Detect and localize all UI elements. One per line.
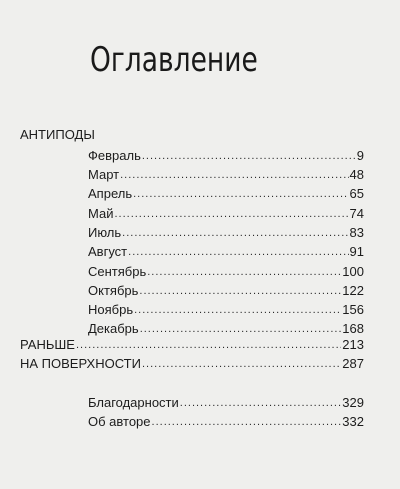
toc-entry-label: Об авторе: [88, 414, 151, 429]
toc-entry-label: Февраль: [88, 148, 141, 163]
dot-leader: [114, 206, 348, 222]
toc-entry-page: 48: [349, 167, 364, 182]
dot-leader: [122, 225, 348, 241]
dot-leader: [139, 283, 341, 299]
toc-entry[interactable]: [88, 225, 364, 242]
dot-leader: [134, 302, 341, 318]
dot-leader: [140, 321, 342, 337]
toc-entry-page: 213: [342, 337, 364, 352]
toc-entry-label: Август: [88, 244, 128, 259]
toc-entry[interactable]: [88, 321, 364, 338]
dot-leader: [142, 356, 341, 372]
toc-entry-label: Благодарности: [88, 395, 179, 410]
toc-entry-label: Октябрь: [88, 283, 139, 298]
toc-part-entry[interactable]: [20, 337, 364, 354]
toc-entry-label: Май: [88, 206, 114, 221]
toc-entry-label: Ноябрь: [88, 302, 134, 317]
toc-entry-page: 332: [342, 414, 364, 429]
dot-leader: [128, 244, 348, 260]
page-title: Оглавление: [90, 40, 258, 80]
toc-entry[interactable]: [88, 206, 364, 223]
toc-entry-page: 9: [356, 148, 364, 163]
toc-entry-page: 329: [342, 395, 364, 410]
toc-entry[interactable]: [88, 244, 364, 261]
toc-entry-label: Сентябрь: [88, 264, 147, 279]
toc-entry[interactable]: [88, 186, 364, 203]
toc-entry-page: 74: [349, 206, 364, 221]
toc-entry[interactable]: [88, 395, 364, 412]
dot-leader: [76, 337, 341, 353]
toc-entry-label: Апрель: [88, 186, 133, 201]
dot-leader: [133, 186, 348, 202]
toc-entry-page: 168: [342, 321, 364, 336]
section-heading-antipodes: АНТИПОДЫ: [20, 127, 95, 142]
toc-entry-label: Март: [88, 167, 120, 182]
toc-entry-label: Декабрь: [88, 321, 139, 336]
dot-leader: [142, 148, 356, 164]
toc-entry-label: Июль: [88, 225, 122, 240]
dot-leader: [147, 264, 341, 280]
toc-entry[interactable]: [88, 148, 364, 165]
toc-entry-page: 91: [349, 244, 364, 259]
dot-leader: [180, 395, 342, 411]
dot-leader: [152, 414, 342, 430]
toc-entry-label: НА ПОВЕРХНОСТИ: [20, 356, 141, 371]
toc-entry[interactable]: [88, 414, 364, 431]
toc-entry-page: 100: [342, 264, 364, 279]
toc-entry[interactable]: [88, 167, 364, 184]
dot-leader: [120, 167, 348, 183]
toc-entry-page: 156: [342, 302, 364, 317]
toc-entry-label: РАНЬШЕ: [20, 337, 75, 352]
toc-entry-page: 122: [342, 283, 364, 298]
toc-entry-page: 83: [349, 225, 364, 240]
toc-entry[interactable]: [88, 264, 364, 281]
toc-entry-page: 287: [342, 356, 364, 371]
toc-entry[interactable]: [88, 302, 364, 319]
toc-part-entry[interactable]: [20, 356, 364, 373]
toc-entry-page: 65: [349, 186, 364, 201]
toc-entry[interactable]: [88, 283, 364, 300]
